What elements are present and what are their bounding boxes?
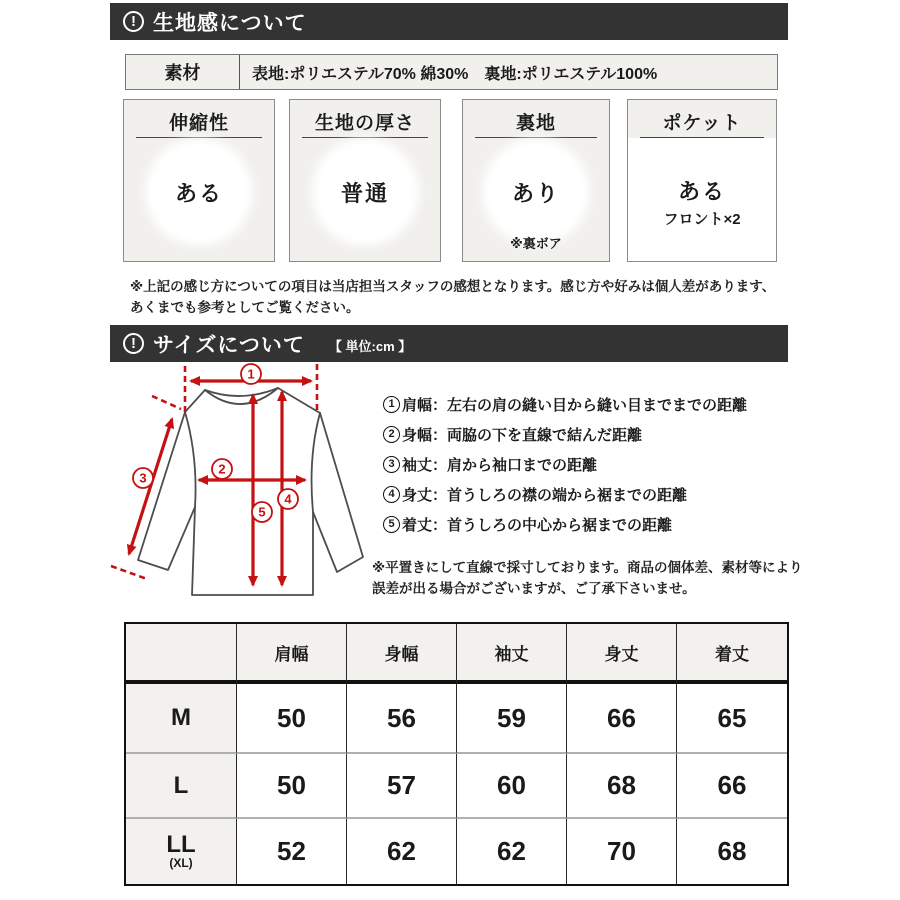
diagram-number-5: 5 bbox=[258, 504, 266, 520]
box-value-circle bbox=[319, 146, 411, 238]
measure-note-line1: ※平置きにして直線で採寸しております。商品の個体差、素材等により bbox=[372, 560, 803, 575]
material-row bbox=[125, 54, 778, 90]
box-title-underline bbox=[136, 137, 262, 138]
legend-text: 着丈：首うしろの中心から裾までの距離 bbox=[402, 516, 673, 534]
info-icon: ! bbox=[123, 333, 144, 354]
legend-number: 4 bbox=[383, 486, 400, 503]
size-cell: 59 bbox=[457, 684, 567, 754]
size-cell: 50 bbox=[237, 684, 347, 754]
box-value: ある bbox=[677, 179, 726, 204]
legend-item bbox=[383, 419, 747, 449]
box-value: あり bbox=[511, 180, 560, 206]
legend-number: 3 bbox=[383, 456, 400, 473]
size-cell: 66 bbox=[567, 684, 677, 754]
size-col-header: 肩幅 bbox=[237, 624, 347, 684]
size-cell: 66 bbox=[677, 754, 787, 819]
measure-note-line2: 誤差が出る場合がございますが、ご了承下さいませ。 bbox=[372, 581, 696, 596]
legend-number: 5 bbox=[383, 516, 400, 533]
fabric-disclaimer-line1: ※上記の感じ方についての項目は当店担当スタッフの感想となります。感じ方や好みは個人差があります、 bbox=[130, 279, 776, 294]
fabric-box-thickness bbox=[289, 99, 441, 262]
legend-item bbox=[383, 449, 747, 479]
size-cell: 52 bbox=[237, 819, 347, 884]
fabric-box-stretch bbox=[123, 99, 275, 262]
size-label-text: L bbox=[173, 771, 189, 799]
diagram-number-3: 3 bbox=[139, 470, 147, 486]
info-icon: ! bbox=[123, 11, 144, 32]
unit-label: 【 単位:cm 】 bbox=[328, 338, 412, 354]
size-section-title: サイズについて bbox=[153, 333, 305, 357]
fabric-section-header bbox=[110, 3, 788, 40]
size-section-header bbox=[110, 325, 788, 362]
size-cell: 62 bbox=[457, 819, 567, 884]
size-table bbox=[124, 622, 789, 886]
size-cell: 56 bbox=[347, 684, 457, 754]
box-value: ある bbox=[174, 180, 223, 206]
size-cell: 62 bbox=[347, 819, 457, 884]
diagram-number-2: 2 bbox=[218, 461, 226, 477]
size-cell: 57 bbox=[347, 754, 457, 819]
legend-text: 身幅：両脇の下を直線で結んだ距離 bbox=[402, 426, 643, 444]
size-row-label bbox=[126, 819, 237, 884]
size-cell: 60 bbox=[457, 754, 567, 819]
box-title-underline bbox=[640, 137, 764, 138]
size-col-header: 袖丈 bbox=[457, 624, 567, 684]
box-title: 伸縮性 bbox=[168, 113, 229, 134]
box-note: ※裏ボア bbox=[510, 236, 562, 251]
fabric-disclaimer-line2: あくまでも参考としてご覧ください。 bbox=[130, 300, 360, 315]
shirt-measure-diagram bbox=[110, 362, 395, 620]
size-table-corner bbox=[126, 624, 237, 684]
box-title: ポケット bbox=[662, 113, 742, 134]
size-cell: 50 bbox=[237, 754, 347, 819]
size-col-header: 身丈 bbox=[567, 624, 677, 684]
fabric-box-lining bbox=[462, 99, 610, 262]
legend-number: 1 bbox=[383, 396, 400, 413]
legend-text: 袖丈：肩から袖口までの距離 bbox=[402, 456, 598, 474]
box-value-circle bbox=[490, 146, 582, 238]
legend-text: 肩幅：左右の肩の縫い目から縫い目までまでの距離 bbox=[402, 396, 748, 414]
diagram-number-4: 4 bbox=[284, 491, 292, 507]
fabric-disclaimer bbox=[130, 276, 775, 318]
guide-dash-shoulder bbox=[152, 396, 181, 409]
size-row-label bbox=[126, 754, 237, 819]
legend-item bbox=[383, 479, 747, 509]
size-cell: 70 bbox=[567, 819, 677, 884]
box-value-circle bbox=[153, 146, 245, 238]
size-cell: 68 bbox=[717, 836, 747, 866]
box-title-underline bbox=[475, 137, 597, 138]
legend-item bbox=[383, 509, 747, 539]
size-row-label bbox=[126, 684, 237, 754]
legend-number: 2 bbox=[383, 426, 400, 443]
fabric-box-pocket bbox=[627, 99, 777, 262]
arrow-sleeve-length bbox=[129, 419, 172, 554]
box-title: 裏地 bbox=[515, 113, 556, 134]
size-label-text: M bbox=[171, 704, 191, 731]
diagram-number-1: 1 bbox=[247, 366, 255, 382]
box-title: 生地の厚さ bbox=[314, 113, 415, 134]
size-label-sub: (XL) bbox=[169, 856, 193, 870]
size-col-header: 身幅 bbox=[347, 624, 457, 684]
box-title-underline bbox=[302, 137, 428, 138]
size-cell: 65 bbox=[677, 684, 787, 754]
box-value: 普通 bbox=[340, 180, 389, 206]
guide-dash-cuff bbox=[111, 566, 147, 579]
size-label-text: LL bbox=[166, 831, 196, 858]
size-col-header: 着丈 bbox=[677, 624, 787, 684]
box-sub-value: フロント×2 bbox=[663, 211, 741, 228]
legend-text: 身丈：首うしろの襟の端から裾までの距離 bbox=[402, 486, 688, 504]
material-label: 素材 bbox=[164, 63, 201, 83]
legend-item bbox=[383, 389, 747, 419]
material-value: 表地:ポリエステル70% 綿30% 裏地:ポリエステル100% bbox=[239, 55, 777, 89]
measure-note bbox=[372, 557, 803, 599]
measure-legend bbox=[383, 389, 747, 539]
size-cell: 68 bbox=[567, 754, 677, 819]
fabric-section-title: 生地感について bbox=[153, 11, 307, 35]
